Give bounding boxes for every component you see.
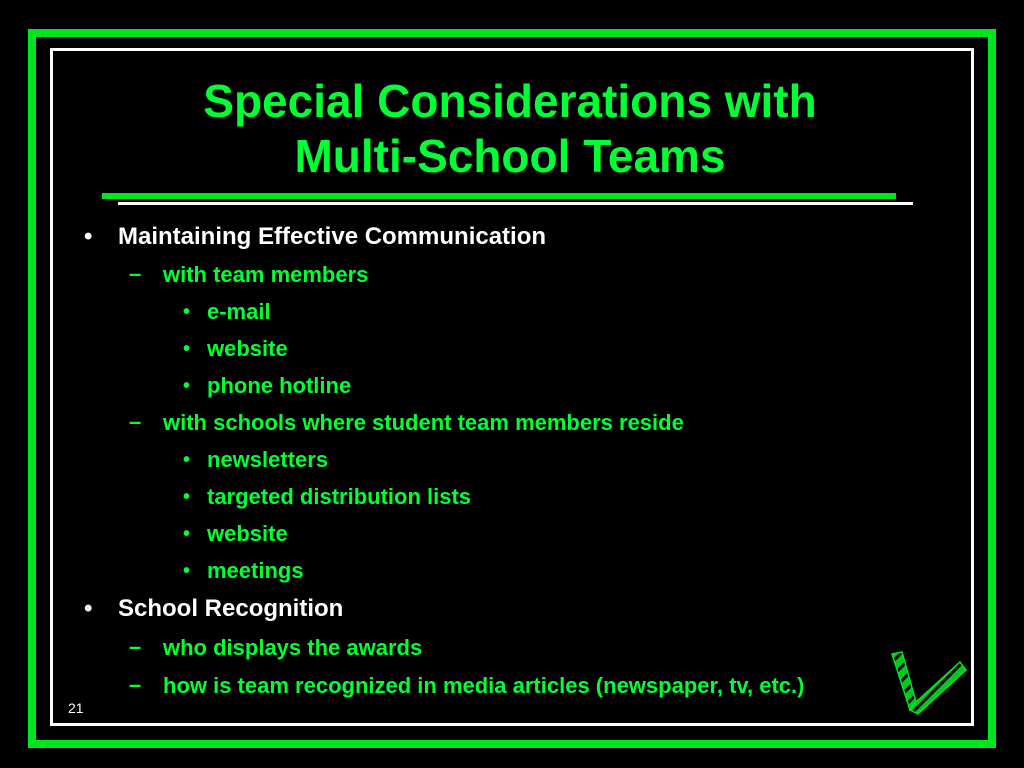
subsubitem-text: e-mail: [207, 299, 271, 324]
checkmark-icon: [888, 650, 968, 716]
subitem-displays-awards: [129, 634, 423, 662]
subsubitem-newsletters: [183, 446, 329, 474]
small-bullet-marker: •: [183, 449, 191, 471]
subitem-text: who displays the awards: [163, 635, 423, 660]
title-underline-green: [102, 193, 896, 199]
small-bullet-marker: •: [183, 301, 191, 323]
small-bullet-marker: •: [183, 486, 191, 508]
subitem-text: with schools where student team members reside: [163, 410, 684, 435]
small-bullet-marker: •: [183, 560, 191, 582]
subitem-schools: [129, 409, 684, 437]
subsubitem-phone-hotline: [183, 372, 352, 400]
subsubitem-meetings: [183, 557, 304, 585]
subitem-text: how is team recognized in media articles (newspaper, tv, etc.): [163, 673, 805, 698]
subitem-team-members: [129, 261, 369, 289]
subsubitem-text: meetings: [207, 558, 304, 583]
dash-marker: –: [129, 634, 142, 659]
title-underline-white: [118, 202, 913, 205]
bullet-marker: •: [84, 223, 93, 250]
bullet-school-recognition: [84, 594, 344, 624]
subsubitem-email: [183, 298, 271, 326]
subsubitem-website: [183, 335, 288, 363]
subsubitem-text: website: [207, 336, 288, 361]
subsubitem-text: phone hotline: [207, 373, 352, 398]
subsubitem-text: website: [207, 521, 288, 546]
subsubitem-website: [183, 520, 288, 548]
small-bullet-marker: •: [183, 338, 191, 360]
bullet-communication: [84, 222, 547, 252]
subsubitem-distribution-lists: [183, 483, 472, 511]
bullet-text: Maintaining Effective Communication: [118, 223, 547, 250]
dash-marker: –: [129, 672, 142, 697]
subitem-text: with team members: [163, 262, 369, 287]
dash-marker: –: [129, 261, 142, 286]
bullet-marker: •: [84, 595, 93, 622]
title-line-1: Special Considerations with: [203, 75, 817, 127]
small-bullet-marker: •: [183, 523, 191, 545]
dash-marker: –: [129, 409, 142, 434]
bullet-text: School Recognition: [118, 595, 344, 622]
slide-number: 21: [68, 700, 84, 716]
subsubitem-text: newsletters: [207, 447, 329, 472]
title-line-2: Multi-School Teams: [294, 130, 726, 182]
slide-title: [100, 74, 920, 184]
subsubitem-text: targeted distribution lists: [207, 484, 472, 509]
small-bullet-marker: •: [183, 375, 191, 397]
subitem-media-recognition: [129, 672, 805, 700]
